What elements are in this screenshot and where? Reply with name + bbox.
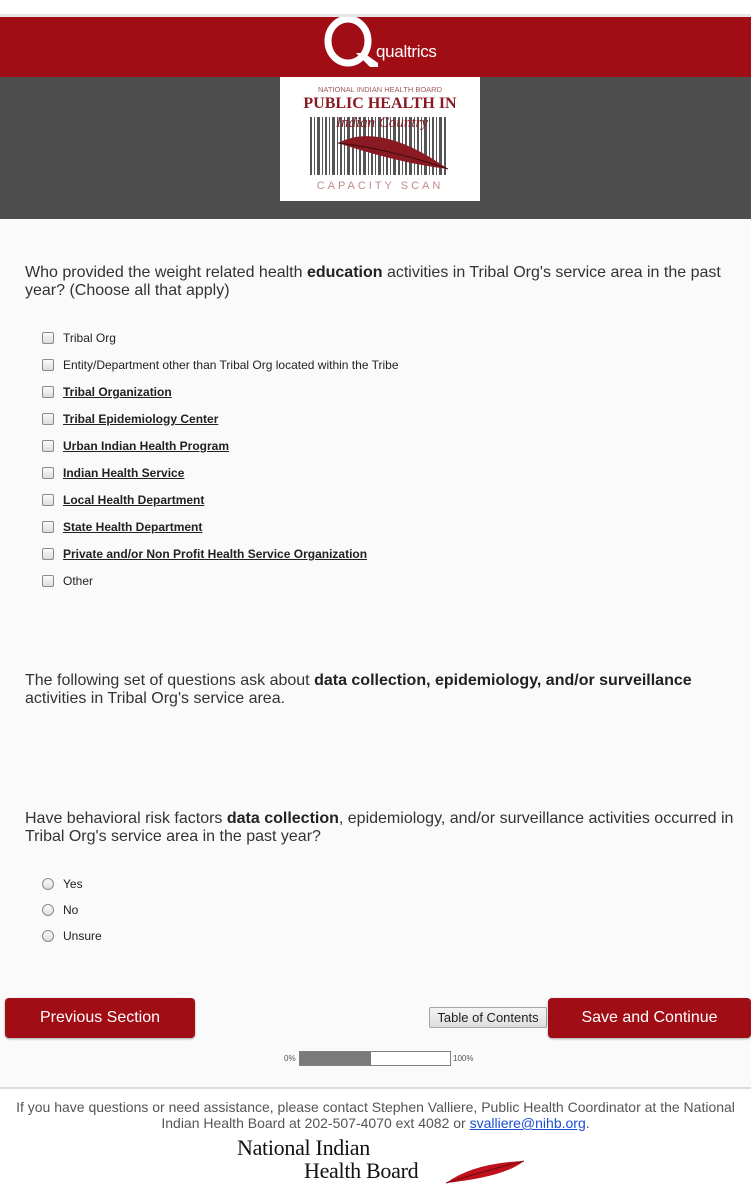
feather-icon bbox=[444, 1159, 526, 1187]
checkbox[interactable] bbox=[42, 440, 54, 452]
checkbox-label-link[interactable]: Local Health Department bbox=[63, 493, 205, 507]
radio-option-unsure[interactable] bbox=[42, 927, 102, 945]
intro-text-after: activities in Tribal Org's service area. bbox=[25, 690, 286, 707]
footer-text: If you have questions or need assistance, please contact Stephen Valliere, Public Health Coordinator at the National Indian Health Board at 202-507-4070 ext 4082 or bbox=[16, 1099, 735, 1131]
footer-divider bbox=[0, 1087, 751, 1089]
footer-text-end: . bbox=[585, 1115, 590, 1131]
checkbox[interactable] bbox=[42, 359, 54, 371]
previous-section-button[interactable]: Previous Section bbox=[5, 998, 195, 1038]
radio-label[interactable]: Yes bbox=[63, 877, 83, 891]
checkbox[interactable] bbox=[42, 575, 54, 587]
checkbox-label[interactable]: Entity/Department other than Tribal Org located within the Tribe bbox=[63, 358, 399, 372]
radio-button[interactable] bbox=[42, 878, 54, 890]
checkbox-option[interactable] bbox=[42, 545, 367, 563]
logo-top-line: NATIONAL INDIAN HEALTH BOARD bbox=[317, 85, 443, 94]
logo-bottom-line: CAPACITY SCAN bbox=[316, 180, 444, 192]
checkbox[interactable] bbox=[42, 521, 54, 533]
q2-text-bold: data collection bbox=[226, 810, 339, 827]
nihb-logo-line1: National Indian bbox=[237, 1135, 370, 1160]
checkbox-option[interactable] bbox=[42, 464, 184, 482]
q1-text-before: Who provided the weight related health bbox=[25, 264, 307, 281]
q2-text-after: , epidemiology, and/or surveillance activities occurred in Tribal Org's service area in the past year? bbox=[25, 810, 734, 845]
radio-button[interactable] bbox=[42, 930, 54, 942]
section-intro-text bbox=[25, 672, 735, 708]
question-data-collection-text bbox=[25, 810, 735, 846]
progress-bar bbox=[299, 1051, 451, 1066]
checkbox-label-link[interactable]: Tribal Epidemiology Center bbox=[63, 412, 219, 426]
nihb-footer-logo bbox=[234, 1135, 526, 1187]
checkbox[interactable] bbox=[42, 332, 54, 344]
contact-email-link[interactable]: svalliere@nihb.org bbox=[469, 1115, 586, 1131]
logo-script: Indian Country bbox=[335, 115, 429, 131]
checkbox-option[interactable] bbox=[42, 410, 218, 428]
progress-max-label: 100% bbox=[453, 1054, 474, 1063]
checkbox[interactable] bbox=[42, 413, 54, 425]
checkbox-label-link[interactable]: Private and/or Non Profit Health Service Organization bbox=[63, 547, 368, 561]
radio-option-yes[interactable] bbox=[42, 875, 83, 893]
logo-title: PUBLIC HEALTH IN bbox=[303, 95, 457, 112]
checkbox-option[interactable] bbox=[42, 572, 93, 590]
checkbox-label[interactable]: Other bbox=[63, 574, 94, 588]
checkbox-option[interactable] bbox=[42, 383, 172, 401]
footer-contact-text bbox=[10, 1099, 741, 1131]
public-health-logo-image bbox=[280, 77, 480, 201]
q2-text-before: Have behavioral risk factors bbox=[25, 810, 227, 827]
checkbox-option[interactable] bbox=[42, 437, 229, 455]
checkbox-label-link[interactable]: State Health Department bbox=[63, 520, 203, 534]
radio-label[interactable]: Unsure bbox=[63, 929, 102, 943]
checkbox-label-link[interactable]: Indian Health Service bbox=[63, 466, 185, 480]
qualtrics-q-icon bbox=[322, 17, 378, 69]
q1-text-bold: education bbox=[306, 264, 383, 281]
checkbox-label[interactable]: Tribal Org bbox=[63, 331, 116, 345]
checkbox[interactable] bbox=[42, 494, 54, 506]
checkbox-option[interactable] bbox=[42, 518, 202, 536]
progress-min-label: 0% bbox=[284, 1054, 296, 1063]
question-education-text bbox=[25, 264, 735, 300]
qualtrics-brand-bar bbox=[0, 17, 751, 77]
checkbox-label-link[interactable]: Tribal Organization bbox=[63, 385, 172, 399]
qualtrics-logo bbox=[322, 17, 437, 77]
checkbox[interactable] bbox=[42, 386, 54, 398]
progress-fill bbox=[300, 1052, 371, 1065]
checkbox-label-link[interactable]: Urban Indian Health Program bbox=[63, 439, 230, 453]
table-of-contents-button[interactable]: Table of Contents bbox=[429, 1007, 547, 1028]
radio-button[interactable] bbox=[42, 904, 54, 916]
intro-text-bold: data collection, epidemiology, and/or surveillance bbox=[314, 672, 692, 689]
radio-option-no[interactable] bbox=[42, 901, 78, 919]
checkbox-option[interactable] bbox=[42, 491, 204, 509]
qualtrics-wordmark: qualtrics bbox=[376, 42, 437, 61]
intro-text-before: The following set of questions ask about bbox=[25, 672, 315, 689]
checkbox-option[interactable] bbox=[42, 356, 399, 374]
save-and-continue-button[interactable]: Save and Continue bbox=[548, 998, 751, 1038]
survey-header-logo bbox=[280, 77, 480, 201]
checkbox[interactable] bbox=[42, 467, 54, 479]
browser-top-strip bbox=[0, 0, 751, 17]
nihb-logo-line2: Health Board bbox=[304, 1158, 419, 1183]
q1-text-after: activities in Tribal Org's service area in the past year? (Choose all that apply) bbox=[25, 264, 721, 299]
checkbox-option[interactable] bbox=[42, 329, 116, 347]
radio-label[interactable]: No bbox=[63, 903, 79, 917]
survey-body bbox=[0, 219, 751, 1089]
checkbox[interactable] bbox=[42, 548, 54, 560]
